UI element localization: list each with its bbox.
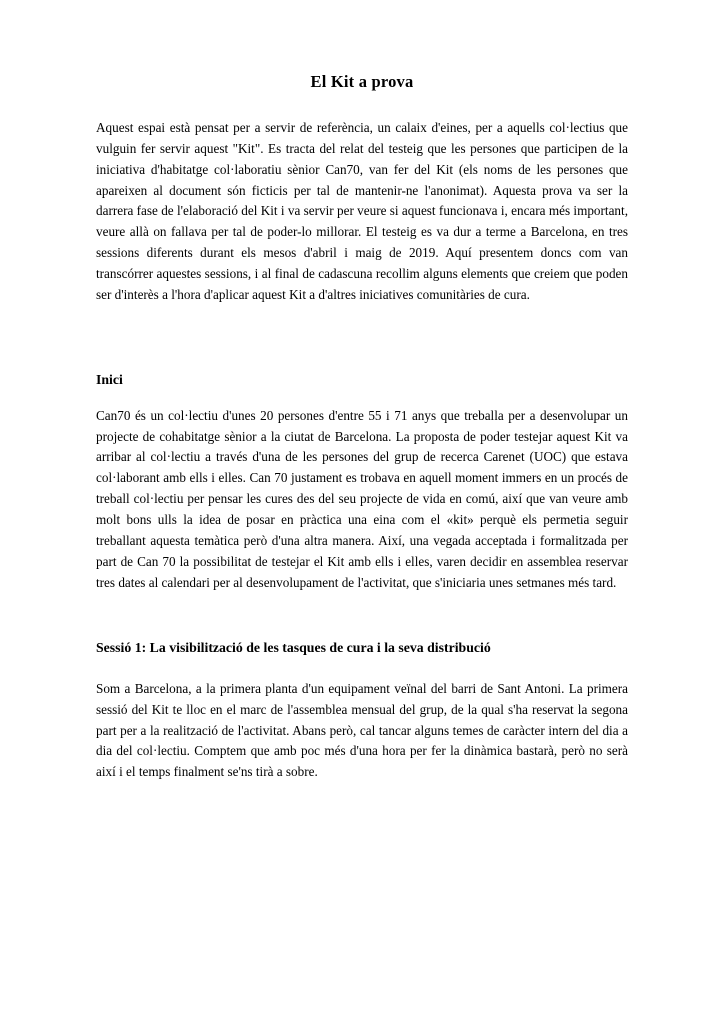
page-title: El Kit a prova — [310, 72, 414, 91]
section-paragraph-inici: Can70 és un col·lectiu d'unes 20 persones d'entre 55 i 71 anys que treballa per a desenvolupar un projecte de cohabitatge sènior a la ciutat de Barcelona. La proposta de poder testejar aquest Kit va arribar al col·lectiu a través d'una de les persones del grup de recerca Carenet (UOC) que estava col·laborant amb ells i elles. Can 70 justament es trobava en aquell moment immers en un procés de treball col·lectiu per pensar les cures des del seu projecte de vida en comú, així que van veure amb molt bons ulls la idea de posar en pràctica una eina com el «kit» perquè els permetia seguir treballant aquesta temàtica però d'una altra manera. Així, una vegada acceptada i formalitzada per part de Can 70 la possibilitat de testejar el Kit amb ells i elles, varen decidir en assemblea reservar tres dates al calendari per al desenvolupament de l'activitat, que s'iniciaria unes setmanes més tard. — [96, 407, 628, 590]
section-heading-sessio-1: Sessió 1: La visibilització de les tasques de cura i la seva distribució — [96, 640, 491, 656]
intro-paragraph: Aquest espai està pensat per a servir de referència, un calaix d'eines, per a aquells col·lectius que vulguin fer servir aquest "Kit". Es tracta del relat del testeig que les persones que participen de la iniciativa d'habitatge col·laboratiu sènior Can70, van fer del Kit (els noms de les persones que apareixen al document són ficticis per tal de mantenir-ne l'anonimat). Aquesta prova va ser la darrera fase de l'elaboració del Kit i va servir per veure si aquest funcionava i, encara més important, veure allà on fallava per tal de poder-lo millorar. El testeig es va dur a terme a Barcelona, en tres sessions diferents durant els mesos d'abril i maig de 2019. Aquí presentem doncs com van transcórrer aquestes sessions, i al final de cadascuna recollim alguns elements que creiem que poden ser d'interès a l'hora d'aplicar aquest Kit a d'altres iniciatives comunitàries de cura. — [96, 120, 628, 302]
section-paragraph-sessio-1: Som a Barcelona, a la primera planta d'un equipament veïnal del barri de Sant Antoni. La primera sessió del Kit te lloc en el marc de l'assemblea mensual del grup, de la qual s'ha reservat la segona part per a la realització de l'activitat. Abans però, cal tancar alguns temes de caràcter intern del dia a dia del col·lectiu. Comptem que amb poc més d'una hora per fer la dinàmica bastarà, però no serà així i el temps finalment se'ns tirà a sobre. — [96, 680, 628, 780]
spacer — [96, 320, 628, 342]
section-heading-inici: Inici — [96, 371, 123, 387]
